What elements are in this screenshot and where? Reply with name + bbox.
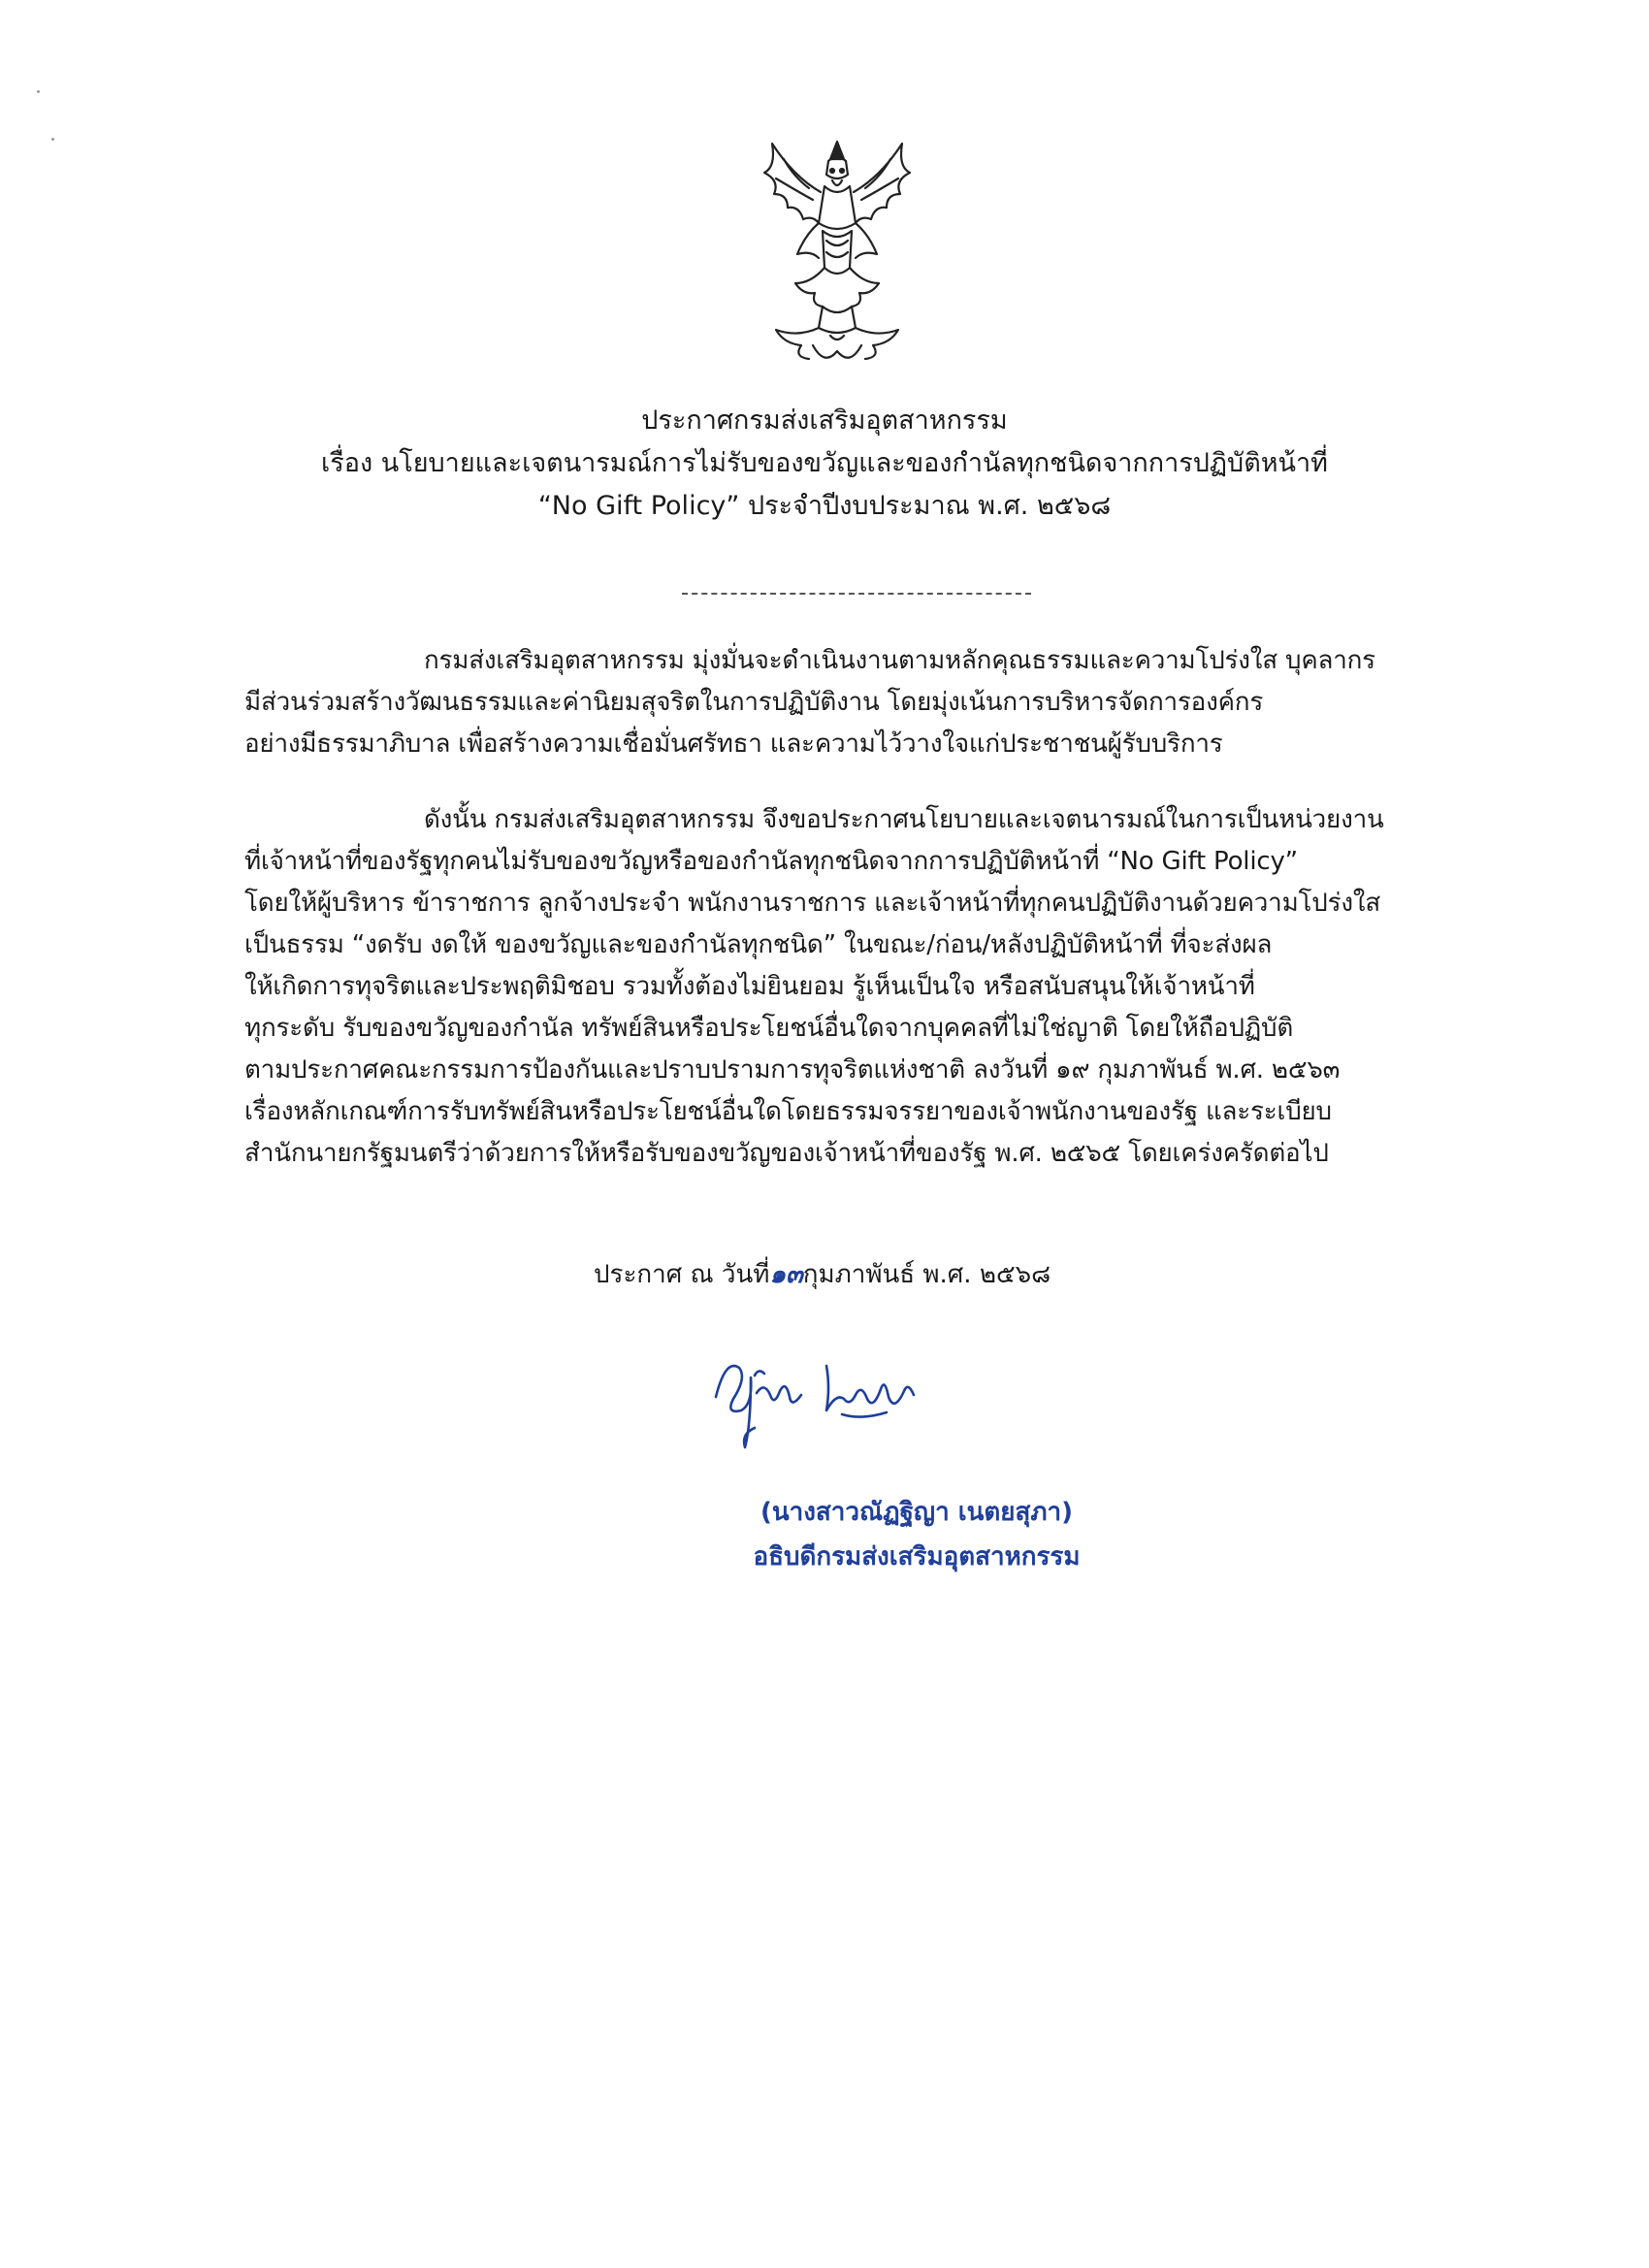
paragraph-line: สำนักนายกรัฐมนตรีว่าด้วยการให้หรือรับของขวัญของเจ้าหน้าที่ของรัฐ พ.ศ. ๒๕๖๕ โดยเคร่งครัดต่อไป xyxy=(244,1139,1329,1168)
intro-paragraph xyxy=(244,640,1465,765)
date-suffix: กุมภาพันธ์ พ.ศ. ๒๕๖๘ xyxy=(802,1260,1051,1289)
paragraph-line: ตามประกาศคณะกรรมการป้องกันและปราบปรามการทุจริตแห่งชาติ ลงวันที่ ๑๙ กุมภาพันธ์ พ.ศ. ๒๕๖๓ xyxy=(244,1055,1341,1085)
document-heading xyxy=(0,400,1649,528)
scan-speck xyxy=(37,90,40,93)
paragraph-line: ทุกระดับ รับของขวัญของกำนัล ทรัพย์สินหรือประโยชน์อื่นใดจากบุคคลที่ไม่ใช่ญาติ โดยให้ถือปฏิบัติ xyxy=(244,1014,1294,1043)
paragraph-line: โดยให้ผู้บริหาร ข้าราชการ ลูกจ้างประจำ พนักงานราชการ และเจ้าหน้าที่ทุกคนปฏิบัติงานด้วยความโปร่งใส xyxy=(244,889,1381,918)
paragraph-line: กรมส่งเสริมอุตสาหกรรม มุ่งมั่นจะดำเนินงานตามหลักคุณธรรมและความโปร่งใส บุคลากร xyxy=(424,646,1375,675)
paragraph-line: ดังนั้น กรมส่งเสริมอุตสาหกรรม จึงขอประกาศนโยบายและเจตนารมณ์ในการเป็นหน่วยงาน xyxy=(424,805,1384,834)
paragraph-line: อย่างมีธรรมาภิบาล เพื่อสร้างความเชื่อมั่นศรัทธา และความไว้วางใจแก่ประชาชนผู้รับบริการ xyxy=(244,729,1223,759)
garuda-emblem-icon xyxy=(755,138,920,371)
paragraph-line: มีส่วนร่วมสร้างวัฒนธรรมและค่านิยมสุจริตในการปฏิบัติงาน โดยมุ่งเน้นการบริหารจัดการองค์กร xyxy=(244,688,1264,717)
announcement-date xyxy=(594,1254,1051,1296)
subject-line: เรื่อง นโยบายและเจตนารมณ์การไม่รับของขวัญและของกำนัลทุกชนิดจากการปฏิบัติหน้าที่ xyxy=(321,448,1328,478)
signer-name: (นางสาวณัฏฐิญา เนตยสุภา) xyxy=(760,1498,1074,1527)
announcement-title: ประกาศกรมส่งเสริมอุตสาหกรรม xyxy=(641,405,1008,436)
handwritten-day: ๑๓ xyxy=(769,1260,803,1289)
policy-year-line: “No Gift Policy” ประจำปีงบประมาณ พ.ศ. ๒๕๖๘ xyxy=(537,491,1112,521)
scan-speck xyxy=(51,138,54,141)
handwritten-signature xyxy=(696,1339,929,1455)
paragraph-line: ให้เกิดการทุจริตและประพฤติมิชอบ รวมทั้งต้องไม่ยินยอม รู้เห็นเป็นใจ หรือสนับสนุนให้เจ้าหน้าที่ xyxy=(244,972,1255,1001)
date-prefix: ประกาศ ณ วันที่ xyxy=(594,1260,770,1289)
paragraph-line: เป็นธรรม “งดรับ งดให้ ของขวัญและของกำนัลทุกชนิด” ในขณะ/ก่อน/หลังปฏิบัติหน้าที่ ที่จะส่งผล xyxy=(244,930,1273,959)
paragraph-line: ที่เจ้าหน้าที่ของรัฐทุกคนไม่รับของขวัญหรือของกำนัลทุกชนิดจากการปฏิบัติหน้าที่ “No Gift Policy” xyxy=(244,847,1298,876)
signer-title: อธิบดีกรมส่งเสริมอุตสาหกรรม xyxy=(753,1542,1081,1571)
paragraph-line: เรื่องหลักเกณฑ์การรับทรัพย์สินหรือประโยชน์อื่นใดโดยธรรมจรรยาของเจ้าพนักงานของรัฐ และระเบียบ xyxy=(244,1097,1332,1126)
policy-paragraph xyxy=(244,799,1465,1175)
heading-divider xyxy=(682,593,1031,595)
